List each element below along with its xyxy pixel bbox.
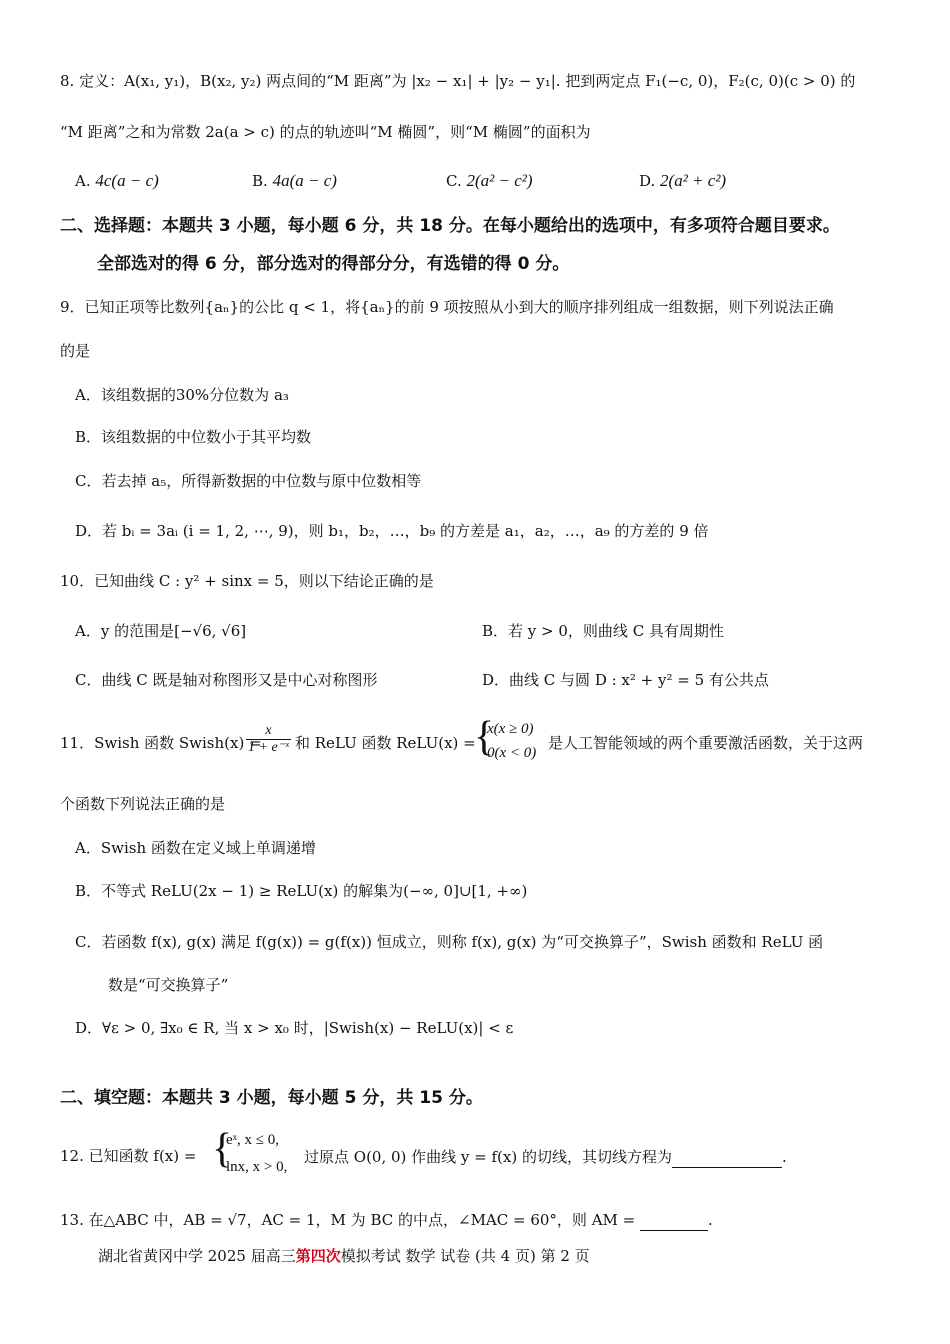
q10-line1: 10．已知曲线 C : y² + sinx = 5，则以下结论正确的是 — [60, 572, 434, 590]
q11-option-c: C．若函数 f(x), g(x) 满足 f(g(x)) = g(f(x)) 恒成立，则称 f(x), g(x) 为“可交换算子”，Swish 函数和 ReLU 函 — [75, 933, 824, 951]
q10-option-b: B．若 y > 0，则曲线 C 具有周期性 — [482, 622, 724, 640]
q8-line1: 8. 定义：A(x₁, y₁)，B(x₂, y₂) 两点间的“M 距离”为 |x₂ − x₁| + |y₂ − y₁|. 把到两定点 F₁(−c, 0)，F₂(c, 0)(c > 0) 的 — [60, 72, 856, 90]
q11-piece1: x(x ≥ 0) — [487, 721, 534, 737]
q10-option-a: A．y 的范围是[−√6, √6] — [75, 622, 247, 640]
q11-option-a: A．Swish 函数在定义域上单调递增 — [75, 839, 316, 857]
q11-option-b: B．不等式 ReLU(2x − 1) ≥ ReLU(x) 的解集为(−∞, 0]∪[1, +∞) — [75, 882, 528, 900]
q11-brace: { — [474, 714, 495, 760]
q9-option-d: D．若 bᵢ = 3aᵢ (i = 1, 2, ⋯, 9)，则 b₁，b₂，…，b₉ 的方差是 a₁，a₂，…，a₉ 的方差的 9 倍 — [75, 522, 709, 540]
q8-line2: “M 距离”之和为常数 2a(a > c) 的点的轨迹叫“M 椭圆”，则“M 椭圆”的面积为 — [60, 123, 591, 141]
q11-suffix: 是人工智能领域的两个重要激活函数，关于这两 — [548, 734, 864, 752]
q9-option-c: C．若去掉 a₅，所得新数据的中位数与原中位数相等 — [75, 472, 422, 490]
q10-option-d: D．曲线 C 与圆 D : x² + y² = 5 有公共点 — [482, 671, 769, 689]
q12-answer-blank[interactable] — [672, 1145, 782, 1168]
q9-line1: 9．已知正项等比数列{aₙ}的公比 q < 1，将{aₙ}的前 9 项按照从小到大的顺序排列组成一组数据，则下列说法正确 — [60, 298, 834, 316]
q9-option-b: B．该组数据的中位数小于其平均数 — [75, 428, 312, 446]
section2-header-line2: 全部选对的得 6 分，部分选对的得部分分，有选错的得 0 分。 — [97, 254, 570, 274]
q12-prefix: 12. 已知函数 f(x) = — [60, 1147, 197, 1165]
q12-suffix: 过原点 O(0, 0) 作曲线 y = f(x) 的切线，其切线方程为 . — [304, 1145, 787, 1168]
page-footer: 湖北省黄冈中学 2025 届高三第四次模拟考试 数学 试卷 (共 4 页) 第 2 页 — [98, 1247, 590, 1265]
q8-option-d: D. 2(a² + c²) — [639, 171, 727, 190]
section3-header: 二、填空题：本题共 3 小题，每小题 5 分，共 15 分。 — [60, 1088, 483, 1108]
q11-line2: 个函数下列说法正确的是 — [60, 795, 226, 813]
q10-option-c: C．曲线 C 既是轴对称图形又是中心对称图形 — [75, 671, 378, 689]
q13-line: 13. 在△ABC 中，AB = √7，AC = 1，M 为 BC 的中点，∠MAC = 60°，则 AM = . — [60, 1208, 713, 1231]
q11-middle: 和 ReLU 函数 ReLU(x) = — [295, 734, 476, 752]
q9-line2: 的是 — [60, 342, 91, 360]
q11-fraction-denominator: 1 + e⁻ˣ — [248, 740, 290, 755]
q11-option-c-cont: 数是“可交换算子” — [108, 976, 229, 994]
q11-option-d: D．∀ε > 0, ∃x₀ ∈ R, 当 x > x₀ 时，|Swish(x) − ReLU(x)| < ε — [75, 1019, 514, 1037]
q11-prefix: 11．Swish 函数 Swish(x) = — [60, 734, 262, 752]
q11-swish-fraction — [246, 723, 291, 756]
q11-piece2: 0(x < 0) — [487, 745, 537, 761]
section2-header-line1: 二、选择题：本题共 3 小题，每小题 6 分，共 18 分。在每小题给出的选项中，有多项符合题目要求。 — [60, 216, 840, 236]
q8-option-a: A. 4c(a − c) — [75, 171, 159, 190]
q8-option-b: B. 4a(a − c) — [252, 171, 337, 190]
q12-brace: { — [212, 1126, 233, 1172]
q13-answer-blank[interactable] — [640, 1208, 708, 1231]
q12-piece1: eˣ, x ≤ 0, — [226, 1132, 279, 1148]
q12-piece2: lnx, x > 0, — [226, 1159, 288, 1175]
q9-option-a: A．该组数据的30%分位数为 a₃ — [75, 386, 289, 404]
q11-fraction-numerator: x — [246, 723, 291, 740]
q8-option-c: C. 2(a² − c²) — [446, 171, 533, 190]
footer-highlight: 第四次 — [295, 1247, 341, 1265]
